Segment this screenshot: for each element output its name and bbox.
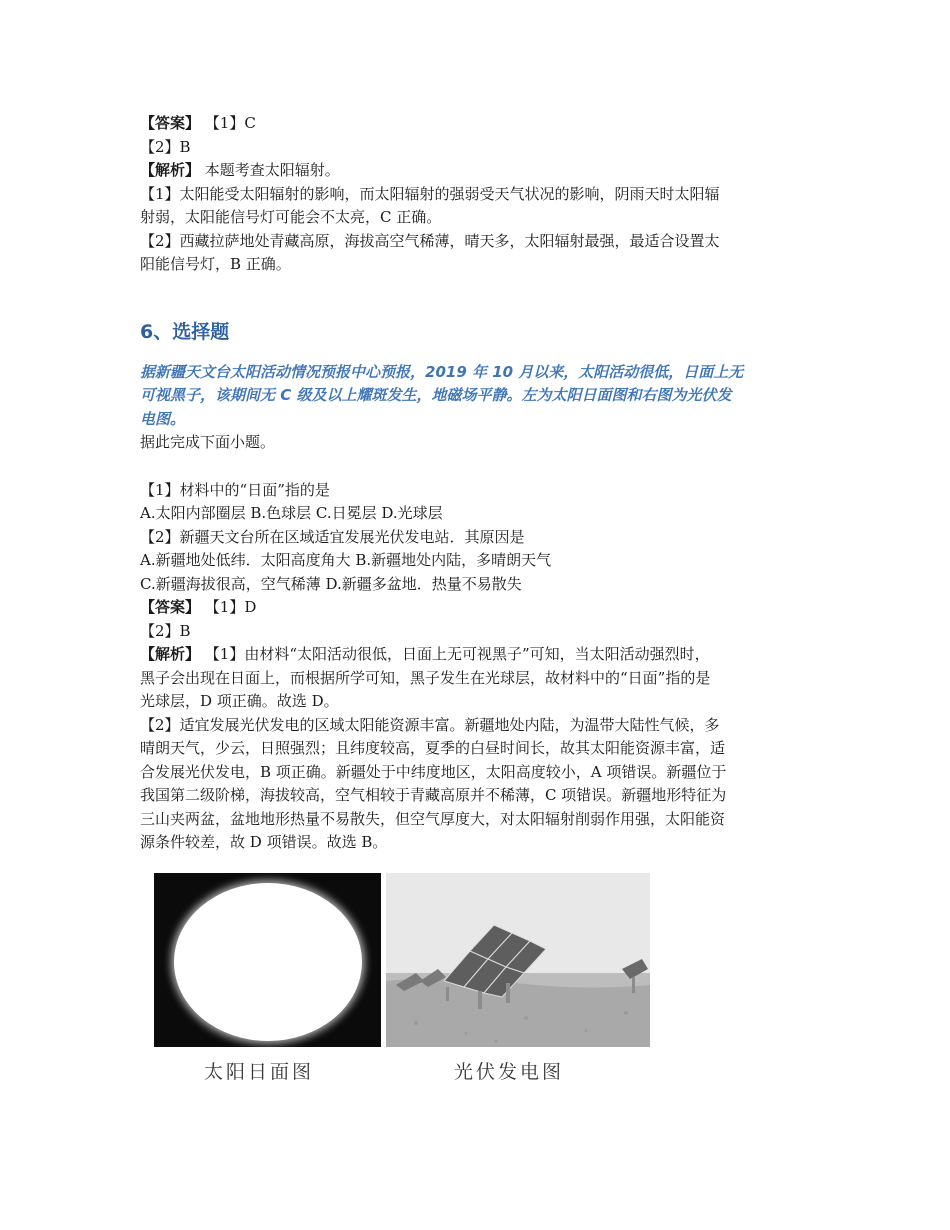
- solar-panel-photo-icon: [386, 873, 650, 1047]
- q6-analysis-1-line2: 黑子会出现在日面上，而根据所学可知，黑子发生在光球层，故材料中的“日面”指的是: [140, 668, 711, 687]
- q6-analysis-2-line5: 三山夹两盆，盆地地形热量不易散失，但空气厚度大，对太阳辐射削弱作用强，太阳能资: [140, 809, 726, 828]
- q6-analysis-2-line4: 我国第二级阶梯，海拔较高，空气相较于青藏高原并不稀薄，C 项错误。新疆地形特征为: [140, 786, 727, 804]
- q6-1-options: A.太阳内部圈层 B.色球层 C.日冕层 D.光球层: [140, 504, 443, 522]
- q6-analysis-1-line3: 光球层，D 项正确。故选 D。: [140, 692, 339, 710]
- q6-analysis-2-line2: 晴朗天气，少云，日照强烈；且纬度较高，夏季的白昼时间长，故其太阳能资源丰富，适: [140, 739, 726, 757]
- q5-answer-1: 【1】C: [204, 114, 256, 132]
- figure-caption-right: 光伏发电图: [454, 1060, 565, 1083]
- q5-analysis-intro: 本题考查太阳辐射。: [204, 161, 340, 179]
- q5-answer-line: [140, 112, 820, 136]
- q5-answer-2: 【2】B: [140, 137, 191, 156]
- q5-analysis-line: [140, 159, 820, 183]
- q5-analysis-2-line2: 阳能信号灯，B 正确。: [140, 255, 291, 273]
- q6-instruction: 据此完成下面小题。: [140, 433, 276, 451]
- document-content: [140, 112, 820, 1091]
- q5-analysis-1-line2: 射弱，太阳能信号灯可能会不太亮，C 正确。: [140, 208, 442, 226]
- figure-caption-left: 太阳日面图: [204, 1060, 315, 1083]
- q5-answer-label: 【答案】: [140, 114, 201, 132]
- q6-analysis-2-line1: 【2】适宜发展光伏发电的区域太阳能资源丰富。新疆地处内陆，为温带大陆性气候，多: [140, 715, 720, 734]
- solar-panel-image: [386, 873, 650, 1047]
- figure: [154, 873, 654, 1091]
- question-gap: [140, 455, 820, 479]
- q5-analysis-1-line1: 【1】太阳能受太阳辐射的影响，而太阳辐射的强弱受天气状况的影响，阴雨天时太阳辐: [140, 184, 720, 203]
- q6-material-line3: 电图。: [140, 409, 186, 428]
- q6-material-line2: 可视黑子，该期间无 C 级及以上耀斑发生，地磁场平静。左为太阳日面图和右图为光伏发: [140, 386, 732, 404]
- section-gap: [140, 277, 820, 301]
- q6-answer-1: 【1】D: [204, 598, 257, 616]
- q6-2-options-line1: A.新疆地处低纬．太阳高度角大 B.新疆地处内陆，多晴朗天气: [140, 551, 552, 569]
- q6-analysis-line: [140, 643, 820, 667]
- q6-heading: 6、选择题: [140, 320, 230, 343]
- q6-2-options-line2: C.新疆海拔很高，空气稀薄 D.新疆多盆地．热量不易散失: [140, 574, 522, 593]
- q6-answer-line: [140, 596, 820, 620]
- q6-2-stem: 【2】新疆天文台所在区域适宜发展光伏发电站．其原因是: [140, 527, 525, 546]
- q6-analysis-label: 【解析】: [140, 645, 201, 663]
- q6-analysis-2-line6: 源条件较差，故 D 项错误。故选 B。: [140, 833, 388, 851]
- sun-disc: [174, 883, 362, 1041]
- q6-answer-2: 【2】B: [140, 621, 191, 640]
- q6-1-stem: 【1】材料中的“日面”指的是: [140, 480, 330, 499]
- q6-analysis-1-line1: 【1】由材料“太阳活动很低，日面上无可视黑子”可知，当太阳活动强烈时，: [204, 645, 710, 663]
- q6-analysis-2-line3: 合发展光伏发电，B 项正确。新疆处于中纬度地区，太阳高度较小，A 项错误。新疆位于: [140, 762, 727, 781]
- q6-answer-label: 【答案】: [140, 598, 201, 616]
- q6-material-line1: 据新疆天文台太阳活动情况预报中心预报，2019 年 10 月以来，太阳活动很低，日面上无: [140, 362, 744, 381]
- q5-analysis-label: 【解析】: [140, 161, 201, 179]
- q5-analysis-2-line1: 【2】西藏拉萨地处青藏高原，海拔高空气稀薄，晴天多，太阳辐射最强，最适合设置太: [140, 231, 720, 250]
- sun-disk-image: [154, 873, 381, 1047]
